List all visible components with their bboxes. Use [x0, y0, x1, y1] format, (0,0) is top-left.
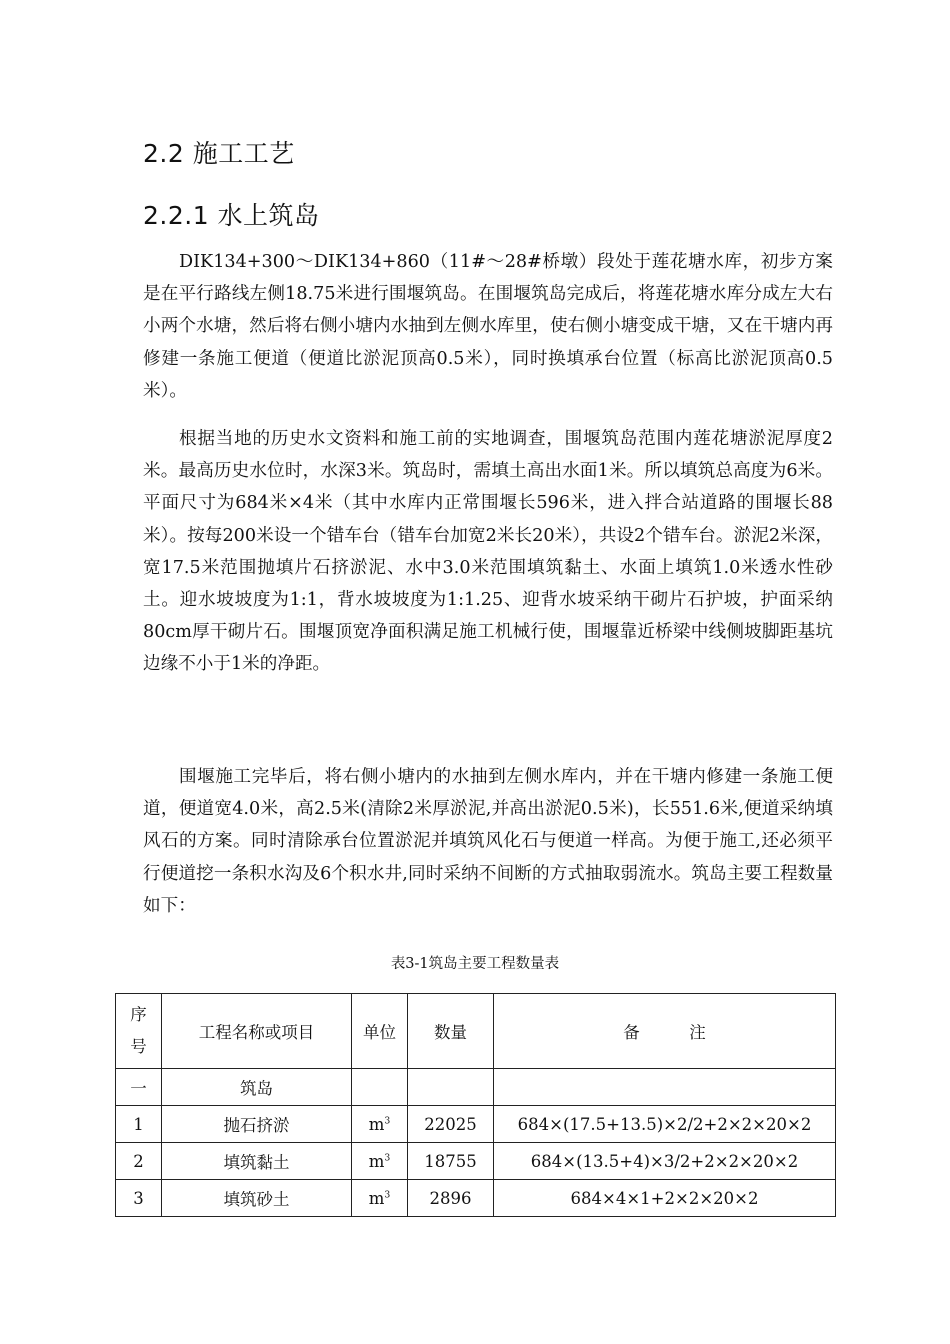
cell-unit [352, 1180, 408, 1217]
cell-unit [352, 1106, 408, 1143]
cell-unit [352, 1069, 408, 1106]
unit-base: m [368, 1151, 385, 1171]
cell-item: 筑岛 [162, 1069, 352, 1106]
table-row [116, 1106, 836, 1143]
cell-seq: 一 [116, 1069, 162, 1106]
header-remark: 备 注 [494, 994, 836, 1069]
cell-unit [352, 1143, 408, 1180]
cell-remark: 684×(17.5+13.5)×2/2+2×2×20×2 [494, 1106, 836, 1143]
cell-qty: 2896 [408, 1180, 494, 1217]
unit-sup: 3 [384, 1190, 391, 1200]
header-seq-line2: 号 [130, 1037, 147, 1056]
cell-remark: 684×(13.5+4)×3/2+2×2×20×2 [494, 1143, 836, 1180]
paragraph-3: 围堰施工完毕后，将右侧小塘内的水抽到左侧水库内，并在干塘内修建一条施工便道，便道宽4.0米，高2.5米(清除2米厚淤泥,并高出淤泥0.5米)，长551.6米,便道采纳填风石的方案。同时清除承台位置淤泥并填筑风化石与便道一样高。为便于施工,还必须平行便道挖一条积水沟及6个积水井,同时采纳不间断的方式抽取弱流水。筑岛主要工程数量如下： [143, 767, 833, 916]
header-seq [116, 994, 162, 1069]
unit-sup: 3 [384, 1153, 391, 1163]
quantity-table [115, 993, 836, 1217]
cell-item: 填筑黏土 [162, 1143, 352, 1180]
cell-qty [408, 1069, 494, 1106]
table-row [116, 1069, 836, 1106]
header-qty: 数量 [408, 994, 494, 1069]
header-item: 工程名称或项目 [162, 994, 352, 1069]
paragraph-1: DIK134+300～DIK134+860（11#～28#桥墩）段处于莲花塘水库，初步方案是在平行路线左侧18.75米进行围堰筑岛。在围堰筑岛完成后，将莲花塘水库分成左大右小两个水塘，然后将右侧小塘内水抽到左侧水库里，使右侧小塘变成干塘，又在干塘内再修建一条施工便道（便道比淤泥顶高0.5米），同时换填承台位置（标高比淤泥顶高0.5米）。 [143, 252, 833, 401]
header-unit: 单位 [352, 994, 408, 1069]
cell-remark [494, 1069, 836, 1106]
cell-item: 填筑砂土 [162, 1180, 352, 1217]
unit-base: m [368, 1114, 385, 1134]
cell-remark: 684×4×1+2×2×20×2 [494, 1180, 836, 1217]
table-header-row [116, 994, 836, 1069]
table-row [116, 1143, 836, 1180]
cell-item: 抛石挤淤 [162, 1106, 352, 1143]
unit-base: m [368, 1188, 385, 1208]
cell-qty: 22025 [408, 1106, 494, 1143]
table-row [116, 1180, 836, 1217]
subsection-heading: 2.2.1 水上筑岛 [143, 201, 320, 230]
cell-seq: 2 [116, 1143, 162, 1180]
cell-qty: 18755 [408, 1143, 494, 1180]
table-caption: 表3-1筑岛主要工程数量表 [390, 956, 560, 972]
header-seq-line1: 序 [130, 1005, 147, 1024]
cell-seq: 1 [116, 1106, 162, 1143]
cell-seq: 3 [116, 1180, 162, 1217]
paragraph-2: 根据当地的历史水文资料和施工前的实地调查，围堰筑岛范围内莲花塘淤泥厚度2米。最高历史水位时，水深3米。筑岛时，需填土高出水面1米。所以填筑总高度为6米。平面尺寸为684米×4米（其中水库内正常围堰长596米，进入拌合站道路的围堰长88米）。按每200米设一个错车台（错车台加宽2米长20米），共设2个错车台。淤泥2米深，宽17.5米范围抛填片石挤淤泥、水中3.0米范围填筑黏土、水面上填筑1.0米透水性砂土。迎水坡坡度为1:1，背水坡坡度为1:1.25、迎背水坡采纳干砌片石护坡，护面采纳80cm厚干砌片石。围堰顶宽净面积满足施工机械行使，围堰靠近桥梁中线侧坡脚距基坑边缘不小于1米的净距。 [143, 429, 834, 675]
unit-sup: 3 [384, 1116, 391, 1126]
section-heading: 2.2 施工工艺 [143, 139, 295, 168]
